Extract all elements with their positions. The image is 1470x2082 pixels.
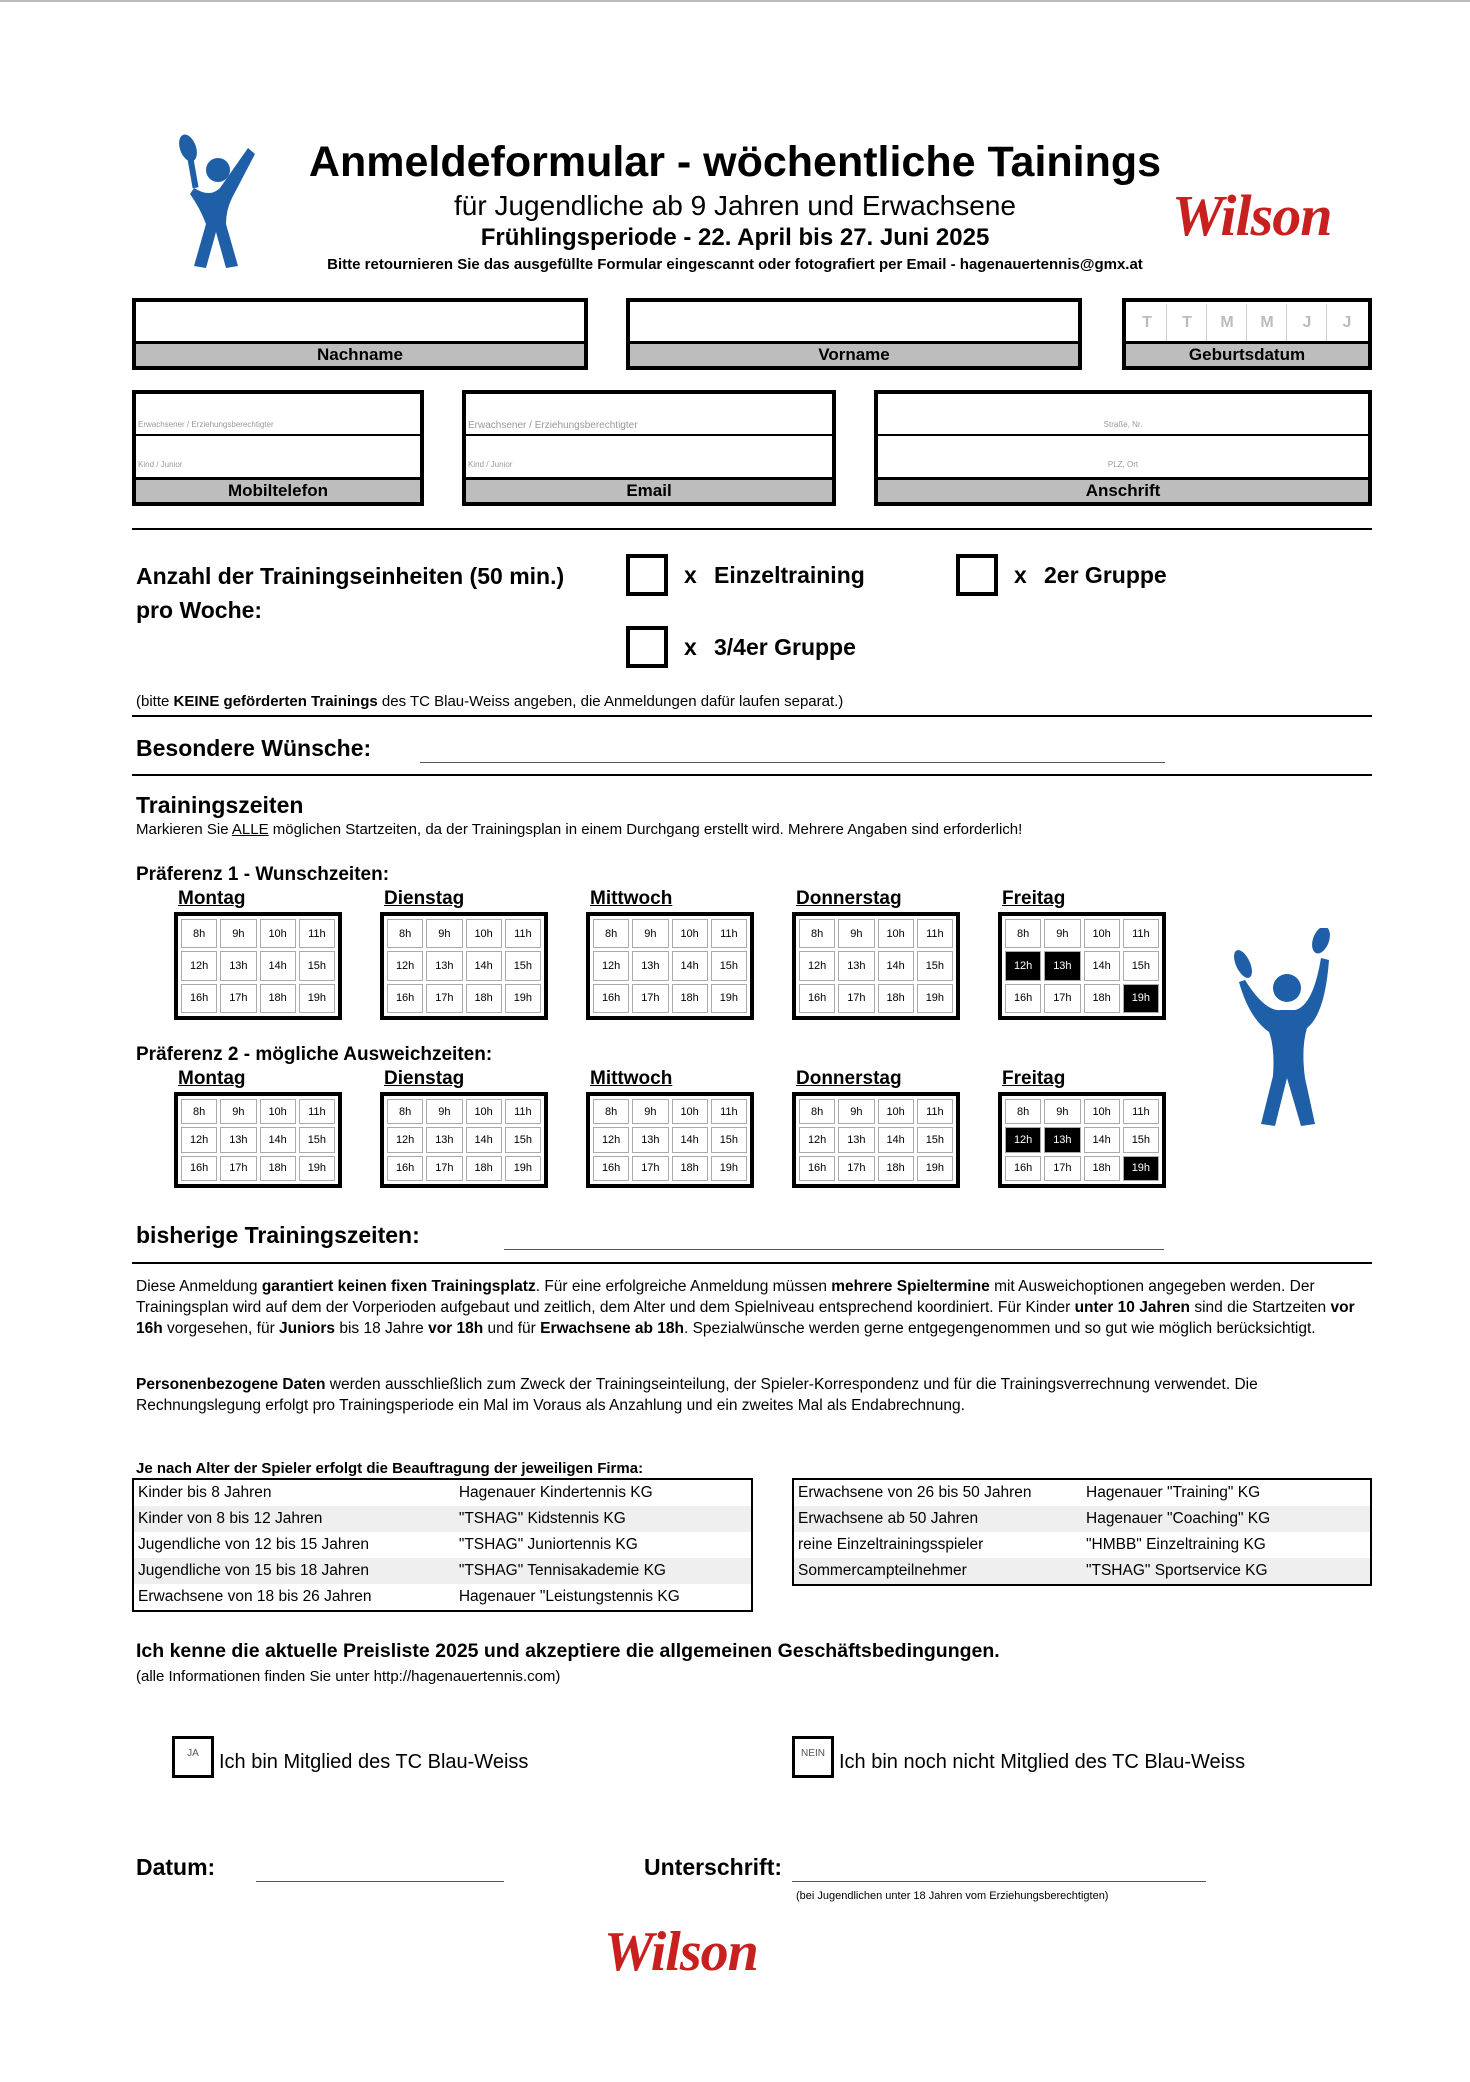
tennis-player-logo-icon [1225,928,1345,1128]
geburtsdatum-field[interactable] [1122,298,1372,370]
time-slot-checkbox[interactable]: 16h [181,984,217,1013]
firm-name: "TSHAG" Tennisakademie KG [455,1558,751,1584]
pref2-grid-dienstag [380,1092,548,1188]
time-slot-checkbox[interactable]: 8h [799,1099,835,1124]
firm-name: "TSHAG" Sportservice KG [1082,1558,1370,1584]
member-no-label: Ich bin noch nicht Mitglied des TC Blau-Weiss [839,1751,1246,1773]
wishes-label: Besondere Wünsche: [136,735,372,761]
time-slot-checkbox[interactable]: 16h [799,1156,835,1181]
time-slot-checkbox[interactable]: 14h [1084,1127,1120,1152]
time-slot-checkbox[interactable]: 10h [466,1099,502,1124]
einzeltraining-checkbox[interactable] [626,554,668,596]
firm-row [794,1558,1370,1584]
x-mark: x [1014,562,1027,588]
time-slot-checkbox[interactable]: 19h [917,984,953,1013]
time-slot-checkbox[interactable]: 15h [1123,1127,1159,1152]
time-slot-checkbox[interactable]: 13h [220,1127,256,1152]
time-slot-checkbox[interactable]: 12h [181,951,217,980]
time-slot-checkbox[interactable]: 11h [711,919,747,948]
time-slot-checkbox[interactable]: 19h [299,984,335,1013]
time-slot-checkbox[interactable]: 17h [1044,984,1080,1013]
datum-input-line[interactable] [256,1881,504,1882]
firms-table-left [132,1478,753,1612]
training-units-label-2: pro Woche: [136,597,263,623]
info-paragraph-1 [136,1276,1370,1339]
time-slot-checkbox[interactable]: 11h [1123,1099,1159,1124]
time-slot-checkbox[interactable]: 19h [711,1156,747,1181]
firm-age-group: reine Einzeltrainingsspieler [798,1536,984,1553]
time-slot-checkbox[interactable]: 10h [1084,1099,1120,1124]
firm-age-group: Erwachsene ab 50 Jahren [794,1506,1082,1532]
firm-name: "TSHAG" Juniortennis KG [458,1536,638,1553]
info-text-part: garantiert keinen fixen Trainingsplatz [261,1278,536,1295]
pref1-grid-freitag [998,912,1166,1020]
time-slot-checkbox[interactable]: 8h [1005,919,1041,948]
time-slot-checkbox[interactable]: 19h [505,984,541,1013]
time-slot-checkbox[interactable]: 11h [299,1099,335,1124]
wishes-input-line[interactable] [420,762,1165,763]
time-slot-checkbox[interactable]: 14h [466,1127,502,1152]
time-slot-checkbox[interactable]: 9h [426,1099,462,1124]
time-slot-checkbox[interactable]: 11h [1123,919,1159,948]
firm-age-group: Jugendliche von 15 bis 18 Jahren [134,1558,455,1584]
time-slot-checkbox[interactable]: 13h [838,951,874,980]
time-slot-checkbox[interactable]: 15h [505,951,541,980]
member-yes-label: Ich bin Mitglied des TC Blau-Weiss [219,1751,529,1773]
nachname-field[interactable] [132,298,588,370]
einzeltraining-label: Einzeltraining [714,562,865,588]
info-text-part: Erwachsene ab 18h [540,1320,684,1337]
divider [132,528,1372,530]
time-slot-checkbox[interactable]: 14h [672,951,708,980]
time-slot-checkbox[interactable]: 16h [387,984,423,1013]
member-no-checkbox[interactable]: NEIN [792,1736,834,1778]
day-label-mittwoch: Mittwoch [590,1068,673,1089]
firm-name: Hagenauer "Leistungstennis KG [458,1588,680,1605]
time-slot-checkbox[interactable]: 12h [387,951,423,980]
agreement-info: (alle Informationen finden Sie unter http://hagenauertennis.com) [136,1668,561,1685]
top-border [0,0,1470,2]
time-slot-checkbox[interactable]: 18h [466,1156,502,1181]
firm-row [134,1480,751,1506]
time-slot-checkbox[interactable]: 12h [799,951,835,980]
2er-gruppe-checkbox[interactable] [956,554,998,596]
day-label-freitag: Freitag [1002,888,1066,909]
firm-row [794,1506,1370,1532]
member-yes-checkbox[interactable]: JA [172,1736,214,1778]
firm-row [794,1480,1370,1506]
email-label: Email [466,477,832,502]
mobiltelefon-field[interactable] [132,390,424,506]
info-text-part: unter 10 Jahren [1074,1299,1191,1316]
pref2-grid-montag [174,1092,342,1188]
email-child-placeholder: Kind / Junior [468,460,513,469]
time-slot-checkbox[interactable]: 19h [1123,1156,1159,1181]
time-slot-checkbox[interactable]: 13h [1044,951,1080,980]
firm-age-group: Kinder von 8 bis 12 Jahren [134,1506,455,1532]
time-slot-checkbox[interactable]: 13h [426,951,462,980]
time-slot-checkbox[interactable]: 12h [181,1127,217,1152]
mobil-child-placeholder: Kind / Junior [138,460,183,469]
previous-times-input-line[interactable] [504,1249,1164,1250]
time-slot-checkbox[interactable]: 19h [917,1156,953,1181]
time-slot-checkbox[interactable]: 10h [1084,919,1120,948]
city-placeholder: PLZ, Ort [1107,460,1139,469]
anschrift-field[interactable] [874,390,1372,506]
unterschrift-label: Unterschrift: [644,1854,783,1880]
time-slot-checkbox[interactable]: 17h [220,984,256,1013]
date-digit-j2[interactable]: J [1342,314,1352,331]
time-slot-checkbox[interactable]: 11h [505,919,541,948]
time-slot-checkbox[interactable]: 11h [917,919,953,948]
firm-name: "HMBB" Einzeltraining KG [1086,1536,1266,1553]
time-slot-checkbox[interactable]: 13h [220,951,256,980]
divider [132,1262,1372,1264]
time-slot-checkbox[interactable]: 18h [672,1156,708,1181]
form-title: Anmeldeformular - wöchentliche Tainings [308,138,1162,186]
time-slot-checkbox[interactable]: 18h [672,984,708,1013]
time-slot-checkbox[interactable]: 14h [672,1127,708,1152]
time-slot-checkbox[interactable]: 18h [878,984,914,1013]
time-slot-checkbox[interactable]: 18h [878,1156,914,1181]
time-slot-checkbox[interactable]: 17h [838,984,874,1013]
info-text-part: sind die Startzeiten [1190,1299,1331,1316]
vorname-label: Vorname [630,341,1078,366]
street-placeholder: Straße, Nr. [1103,420,1143,429]
time-slot-checkbox[interactable]: 8h [181,1099,217,1124]
date-digit-m1[interactable]: M [1208,304,1247,342]
day-label-freitag: Freitag [1002,1068,1066,1089]
firm-age-group: Sommercampteilnehmer [794,1558,1082,1584]
time-slot-checkbox[interactable]: 10h [260,1099,296,1124]
time-slot-checkbox[interactable]: 8h [181,919,217,948]
time-slot-checkbox[interactable]: 18h [260,984,296,1013]
time-slot-checkbox[interactable]: 12h [593,1127,629,1152]
pref1-grid-mittwoch [586,912,754,1020]
pref2-grid-donnerstag [792,1092,960,1188]
pref1-grid-montag [174,912,342,1020]
time-slot-checkbox[interactable]: 15h [917,951,953,980]
time-slot-checkbox[interactable]: 13h [632,951,668,980]
time-slot-checkbox[interactable]: 18h [1084,1156,1120,1181]
time-slot-checkbox[interactable]: 14h [1084,951,1120,980]
time-slot-checkbox[interactable]: 15h [711,951,747,980]
time-slot-checkbox[interactable]: 9h [838,1099,874,1124]
firm-name: Hagenauer "Training" KG [1086,1484,1261,1501]
time-slot-checkbox[interactable]: 15h [299,951,335,980]
geburtsdatum-label: Geburtsdatum [1126,341,1368,366]
day-label-donnerstag: Donnerstag [796,1068,902,1089]
time-slot-checkbox[interactable]: 18h [466,984,502,1013]
34er-gruppe-label: 3/4er Gruppe [714,634,856,660]
time-slot-checkbox[interactable]: 19h [299,1156,335,1181]
firm-row [134,1532,751,1558]
divider [132,774,1372,776]
info-text-part: Personenbezogene Daten [136,1376,326,1393]
nachname-label: Nachname [136,341,584,366]
info-paragraph-2 [136,1374,1370,1416]
signature-input-line[interactable] [792,1881,1206,1882]
time-slot-checkbox[interactable]: 13h [1044,1127,1080,1152]
wilson-logo-bottom: Wilson [604,1921,758,1983]
info-text-part: Diese Anmeldung [136,1278,262,1295]
pref2-heading: Präferenz 2 - mögliche Ausweichzeiten: [136,1044,493,1065]
pref1-heading: Präferenz 1 - Wunschzeiten: [136,864,390,885]
firm-age-group: Erwachsene von 26 bis 50 Jahren [798,1484,1032,1501]
times-instruction: Markieren Sie ALLE möglichen Startzeiten, da der Trainingsplan in einem Durchgang erstellt wird. Mehrere Angaben sind erforderlich! [136,821,1023,838]
time-slot-checkbox[interactable]: 14h [466,951,502,980]
time-slot-checkbox[interactable]: 14h [878,1127,914,1152]
info-text-part: vor 16h [136,1299,1355,1337]
firm-row [134,1584,751,1610]
time-slot-checkbox[interactable]: 8h [593,919,629,948]
day-label-dienstag: Dienstag [384,1068,465,1089]
info-text-part: . Spezialwünsche werden gerne entgegengenommen und so gut wie möglich berücksichtigt. [683,1320,1316,1337]
date-digit-m2[interactable]: M [1248,304,1287,342]
time-slot-checkbox[interactable]: 12h [1005,951,1041,980]
time-slot-checkbox[interactable]: 11h [917,1099,953,1124]
time-slot-checkbox[interactable]: 9h [838,919,874,948]
time-slot-checkbox[interactable]: 15h [711,1127,747,1152]
x-mark: x [684,562,697,588]
time-slot-checkbox[interactable]: 16h [593,1156,629,1181]
time-slot-checkbox[interactable]: 17h [632,1156,668,1181]
firm-row [134,1506,751,1532]
training-units-label: Anzahl der Trainingseinheiten (50 min.) [136,563,565,589]
time-slot-checkbox[interactable]: 12h [387,1127,423,1152]
date-digit-t1[interactable]: T [1128,304,1167,342]
info-text-part: Juniors [279,1320,336,1337]
time-slot-checkbox[interactable]: 10h [878,1099,914,1124]
firm-name: "TSHAG" Kidstennis KG [455,1506,751,1532]
info-text-part: bis 18 Jahre [335,1320,429,1337]
previous-times-label: bisherige Trainingszeiten: [136,1222,420,1248]
anschrift-label: Anschrift [878,477,1368,502]
datum-label: Datum: [136,1854,216,1880]
email-parent-placeholder: Erwachsener / Erziehungsberechtigter [468,420,638,431]
time-slot-checkbox[interactable]: 16h [387,1156,423,1181]
day-label-donnerstag: Donnerstag [796,888,902,909]
training-note: (bitte KEINE geförderten Trainings des TC Blau-Weiss angeben, die Anmeldungen dafür laufen separat.) [136,693,844,710]
day-label-montag: Montag [178,1068,246,1089]
date-digit-t2[interactable]: T [1168,304,1207,342]
divider [132,715,1372,717]
time-slot-checkbox[interactable]: 10h [672,919,708,948]
time-slot-checkbox[interactable]: 12h [1005,1127,1041,1152]
time-slot-checkbox[interactable]: 9h [632,919,668,948]
time-slot-checkbox[interactable]: 19h [1123,984,1159,1013]
firm-age-group: Jugendliche von 12 bis 15 Jahren [138,1536,369,1553]
2er-gruppe-label: 2er Gruppe [1044,562,1167,588]
time-slot-checkbox[interactable]: 10h [878,919,914,948]
time-slot-checkbox[interactable]: 8h [799,919,835,948]
time-slot-checkbox[interactable]: 10h [466,919,502,948]
pref1-grid-dienstag [380,912,548,1020]
time-slot-checkbox[interactable]: 18h [1084,984,1120,1013]
time-slot-checkbox[interactable]: 15h [505,1127,541,1152]
time-slot-checkbox[interactable]: 12h [593,951,629,980]
time-slot-checkbox[interactable]: 9h [220,919,256,948]
day-label-mittwoch: Mittwoch [590,888,673,909]
day-label-dienstag: Dienstag [384,888,465,909]
time-slot-checkbox[interactable]: 8h [387,1099,423,1124]
firm-age-group: Kinder bis 8 Jahren [138,1484,272,1501]
time-slot-checkbox[interactable]: 17h [1044,1156,1080,1181]
time-slot-checkbox[interactable]: 16h [181,1156,217,1181]
form-subtitle: für Jugendliche ab 9 Jahren und Erwachsene [454,190,1016,221]
time-slot-checkbox[interactable]: 15h [299,1127,335,1152]
info-text-part: mit Ausweichoptionen angegeben werden. Der Trainingsplan wird auf dem der Vorperioden aufgebaut und zeitlich, dem Alter und dem Spielniveau entsprechend koordiniert. Für Kinder [136,1278,1315,1316]
time-slot-checkbox[interactable]: 12h [799,1127,835,1152]
firm-name: Hagenauer "Coaching" KG [1082,1506,1370,1532]
firm-name: Hagenauer Kindertennis KG [458,1484,653,1501]
firm-row [794,1532,1370,1558]
time-slot-checkbox[interactable]: 10h [260,919,296,948]
time-slot-checkbox[interactable]: 11h [505,1099,541,1124]
info-text-part: vorgesehen, für [162,1320,280,1337]
time-slot-checkbox[interactable]: 14h [878,951,914,980]
info-text-part: werden ausschließlich zum Zweck der Trainingseinteilung, der Spieler-Korrespondenz und für die Trainingsverrechnung verwendet. Die Rechnungslegung erfolgt pro Trainingsperiode ein Mal im Voraus als Anzahlung und ein zweites Mal als Endabrechnung. [136,1376,1258,1414]
time-slot-checkbox[interactable]: 16h [1005,984,1041,1013]
date-digit-j1[interactable]: J [1288,304,1327,342]
time-slot-checkbox[interactable]: 17h [426,1156,462,1181]
time-slot-checkbox[interactable]: 17h [426,984,462,1013]
vorname-field[interactable] [626,298,1082,370]
time-slot-checkbox[interactable]: 17h [838,1156,874,1181]
time-slot-checkbox[interactable]: 17h [220,1156,256,1181]
time-slot-checkbox[interactable]: 9h [632,1099,668,1124]
time-slot-checkbox[interactable]: 9h [220,1099,256,1124]
time-slot-checkbox[interactable]: 11h [711,1099,747,1124]
time-slot-checkbox[interactable]: 10h [672,1099,708,1124]
time-slot-checkbox[interactable]: 19h [711,984,747,1013]
time-slot-checkbox[interactable]: 11h [299,919,335,948]
time-slot-checkbox[interactable]: 15h [1123,951,1159,980]
time-slot-checkbox[interactable]: 17h [632,984,668,1013]
time-slot-checkbox[interactable]: 9h [1044,919,1080,948]
times-heading: Trainingszeiten [136,792,304,818]
time-slot-checkbox[interactable]: 15h [917,1127,953,1152]
email-field[interactable] [462,390,836,506]
34er-gruppe-checkbox[interactable] [626,626,668,668]
day-label-montag: Montag [178,888,246,909]
time-slot-checkbox[interactable]: 16h [1005,1156,1041,1181]
time-slot-checkbox[interactable]: 13h [838,1127,874,1152]
time-slot-checkbox[interactable]: 13h [426,1127,462,1152]
time-slot-checkbox[interactable]: 14h [260,951,296,980]
pref2-grid-freitag [998,1092,1166,1188]
x-mark: x [684,634,697,660]
info-text-part: . Für eine erfolgreiche Anmeldung müssen [535,1278,832,1295]
info-text-part: mehrere Spieltermine [831,1278,990,1295]
time-slot-checkbox[interactable]: 8h [1005,1099,1041,1124]
time-slot-checkbox[interactable]: 9h [426,919,462,948]
time-slot-checkbox[interactable]: 9h [1044,1099,1080,1124]
pref1-grid-donnerstag [792,912,960,1020]
mobil-parent-placeholder: Erwachsener / Erziehungsberechtigter [138,420,274,429]
time-slot-checkbox[interactable]: 8h [387,919,423,948]
firm-age-group: Erwachsene von 18 bis 26 Jahren [138,1588,372,1605]
form-period: Frühlingsperiode - 22. April bis 27. Juni 2025 [480,224,990,251]
time-slot-checkbox[interactable]: 19h [505,1156,541,1181]
info-text-part: und für [483,1320,541,1337]
time-slot-checkbox[interactable]: 18h [260,1156,296,1181]
time-slot-checkbox[interactable]: 14h [260,1127,296,1152]
time-slot-checkbox[interactable]: 16h [593,984,629,1013]
firms-table-right [792,1478,1372,1586]
agreement-text: Ich kenne die aktuelle Preisliste 2025 und akzeptiere die allgemeinen Geschäftsbedingungen. [136,1640,1000,1662]
pref2-grid-mittwoch [586,1092,754,1188]
info-text-part: vor 18h [428,1320,484,1337]
wilson-logo-top: Wilson [1172,183,1332,248]
firm-row [134,1558,751,1584]
form-instruction: Bitte retournieren Sie das ausgefüllte Formular eingescannt oder fotografiert per Email - hagenauertennis@gmx.at [327,256,1143,273]
time-slot-checkbox[interactable]: 16h [799,984,835,1013]
time-slot-checkbox[interactable]: 13h [632,1127,668,1152]
signature-note: (bei Jugendlichen unter 18 Jahren vom Erziehungsberechtigten) [796,1890,1109,1902]
time-slot-checkbox[interactable]: 8h [593,1099,629,1124]
mobiltelefon-label: Mobiltelefon [136,477,420,502]
firms-heading: Je nach Alter der Spieler erfolgt die Beauftragung der jeweiligen Firma: [136,1460,644,1477]
